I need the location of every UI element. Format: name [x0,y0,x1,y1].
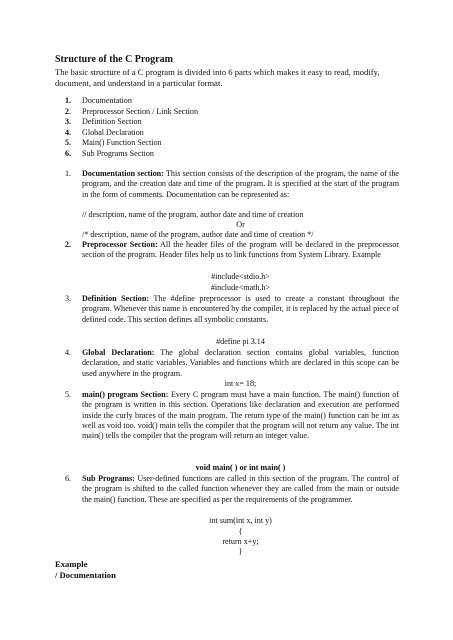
list-item [65,96,198,107]
item-body [82,294,399,325]
item-number: 6. [65,474,72,483]
item-term: Preprocessor Section: [82,240,158,249]
global-declaration-item [65,348,399,379]
list-number: 1. [65,96,72,105]
list-label: Global Declaration [82,127,144,137]
code-line: #define pi 3.14 [216,337,265,346]
list-number: 2. [65,106,72,116]
definition-section-item [65,294,399,325]
list-number: 3. [65,117,72,126]
list-label: Preprocessor Section / Link Section [82,106,198,116]
item-number: 5. [65,390,72,399]
list-item [65,117,198,128]
item-text: The #define preprocessor is used to create a constant throughout the program. Whenever this name is encountered by the compiler, it is replaced by the actual piece of defined code. This section defines all symbolic constants. [82,294,399,324]
list-label: Sub Programs Section [82,148,154,158]
item-number: 1. [65,169,72,178]
page-title: Structure of the C Program [55,54,173,65]
list-label: Definition Section [82,117,142,126]
item-term: Definition Section: [82,294,150,303]
item-term: Global Declaration: [82,348,155,357]
code-line: /* description, name of the program, author date and time of creation */ [82,230,314,239]
preprocessor-section-item [65,240,399,261]
code-line: int x= 18; [224,379,257,388]
code-line: Or [236,220,245,229]
item-text: User-defined functions are called in this section of the program. The control of the program is shifted to the called function whenever they are called from the main or outside the main() function. These are specified as per the requirements of the programmer. [82,474,399,504]
item-number: 4. [65,348,72,357]
list-label: Documentation [82,96,132,105]
list-label: Main() Function Section [82,138,162,147]
item-text: The global declaration section contains global variables, function declaration, and static variables. Variables and functions which are declared in this scope can be used anywhere in the program. [82,348,399,378]
item-term: Documentation section: [82,169,164,178]
list-item [65,107,198,118]
item-text: This section consists of the description of the program, the name of the program, and the creation date and time of the program. It is specified at the start of the program in the form of comments. Documentation can be represented as: [82,169,399,199]
item-body [82,474,399,505]
documentation-heading: / Documentation [55,570,116,580]
code-line: { [238,527,243,536]
sections-list [65,96,198,159]
code-line: #include<math.h> [210,283,271,292]
sub-programs-item [65,474,399,505]
intro-paragraph: The basic structure of a C program is divided into 6 parts which makes it easy to read, modify, document, and understand in a particular format. [55,67,380,88]
item-body [82,169,399,200]
list-item [65,128,198,139]
documentation-section-item [65,169,399,200]
code-line: // description, name of the program, author date and time of creation [82,210,304,219]
list-item [65,149,198,160]
list-number: 5. [65,138,72,147]
list-number: 4. [65,127,72,137]
item-body [82,348,399,379]
item-number: 3. [65,294,72,303]
code-line: return x+y; [222,537,259,546]
code-line: #include<stdio.h> [211,272,270,281]
code-line: } [238,547,243,556]
item-text: All the header files of the program will be declared in the preprocessor section of the program. Header files help us to link functions from System Library. Example [82,240,400,260]
item-term: main() program Section: [82,390,169,399]
list-number: 6. [65,148,72,158]
item-text: Every C program must have a main function. The main() function of the program is written in this section. Operations like declaration and execution are performed inside the curly braces of the main program. The return type of the main() function can be int as well as void too. void() main tells the compiler that the program will not return any value. The int main() tells the compiler that the program will return an integer value. [82,390,399,441]
code-line: int sum(int x, int y) [209,516,272,525]
list-item [65,138,198,149]
code-line: void main( ) or int main( ) [195,463,286,472]
example-heading: Example [55,559,88,569]
item-number: 2. [65,240,72,249]
item-term: Sub Programs: [82,474,135,483]
main-section-item [65,390,399,441]
item-body [82,390,399,441]
item-body [82,240,399,261]
